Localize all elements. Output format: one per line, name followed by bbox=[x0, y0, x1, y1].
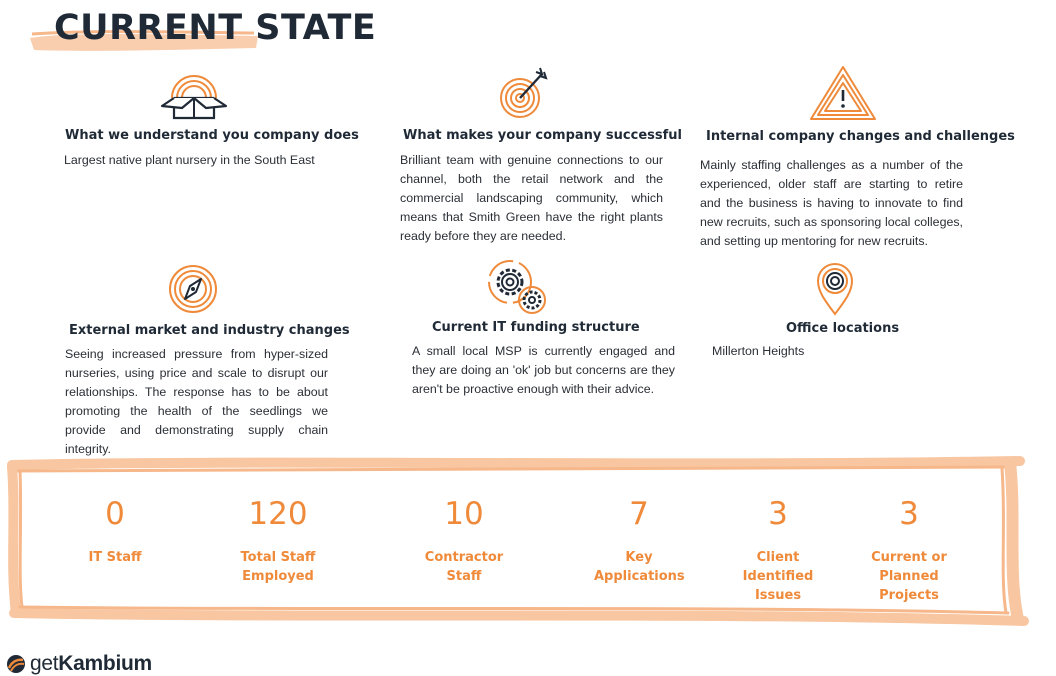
stat-label-key-applications: Key Applications bbox=[594, 550, 685, 584]
stat-label-total-staff: Total Staff Employed bbox=[240, 550, 316, 584]
location-pin-icon bbox=[816, 262, 854, 316]
section-heading-company: What we understand you company does bbox=[65, 128, 359, 143]
stat-label-client-issues: Client Identified Issues bbox=[742, 550, 814, 603]
logo-text bbox=[30, 652, 152, 676]
stat-value-projects: 3 bbox=[899, 496, 919, 532]
gears-icon bbox=[486, 262, 552, 314]
warning-triangle-icon bbox=[808, 64, 878, 122]
section-text-success: Brilliant team with genuine connections to our channel, both the retail network and the commercial landscaping community, which means that Smith Green have the right plants ready before they are needed. bbox=[400, 153, 663, 243]
stat-value-key-applications: 7 bbox=[629, 496, 649, 532]
stat-label-it-staff: IT Staff bbox=[88, 550, 142, 565]
page-title: CURRENT STATE bbox=[54, 8, 377, 48]
section-heading-success: What makes your company successful bbox=[403, 128, 682, 143]
logo-prefix: get bbox=[30, 652, 59, 675]
kambium-logo-icon bbox=[6, 654, 26, 674]
stat-value-it-staff: 0 bbox=[105, 496, 125, 532]
section-text-funding: A small local MSP is currently engaged and they are doing an 'ok' job but concerns are they aren't be proactive enough with their advice. bbox=[412, 344, 675, 396]
section-heading-offices: Office locations bbox=[786, 321, 900, 336]
target-icon bbox=[496, 64, 552, 122]
section-heading-changes: Internal company changes and challenges bbox=[706, 129, 1015, 144]
stat-label-projects: Current or Planned Projects bbox=[871, 550, 947, 603]
stat-label-contractor-staff: Contractor Staff bbox=[424, 550, 504, 584]
stat-value-client-issues: 3 bbox=[768, 496, 788, 532]
section-text-market: Seeing increased pressure from hyper-sized nurseries, using price and scale to disrupt our relationships. The response has to be about promoting the health of the seedlings we provide and demonstrating supply chain integrity. bbox=[65, 347, 328, 456]
compass-icon bbox=[167, 264, 219, 314]
open-box-icon bbox=[160, 74, 228, 122]
section-text-offices: Millerton Heights bbox=[712, 344, 805, 358]
stat-value-total-staff: 120 bbox=[248, 496, 308, 532]
company-logo bbox=[6, 652, 152, 676]
section-text-company: Largest native plant nursery in the South East bbox=[64, 153, 315, 167]
logo-brand: Kambium bbox=[58, 652, 152, 675]
section-heading-funding: Current IT funding structure bbox=[432, 320, 640, 335]
section-heading-market: External market and industry changes bbox=[69, 323, 350, 338]
section-text-changes: Mainly staffing challenges as a number of the experienced, older staff are starting to retire and the business is having to innovate to find new recruits, such as sponsoring local colleges, and setting up mentoring for new recruits. bbox=[700, 158, 963, 248]
stat-value-contractor-staff: 10 bbox=[444, 496, 484, 532]
